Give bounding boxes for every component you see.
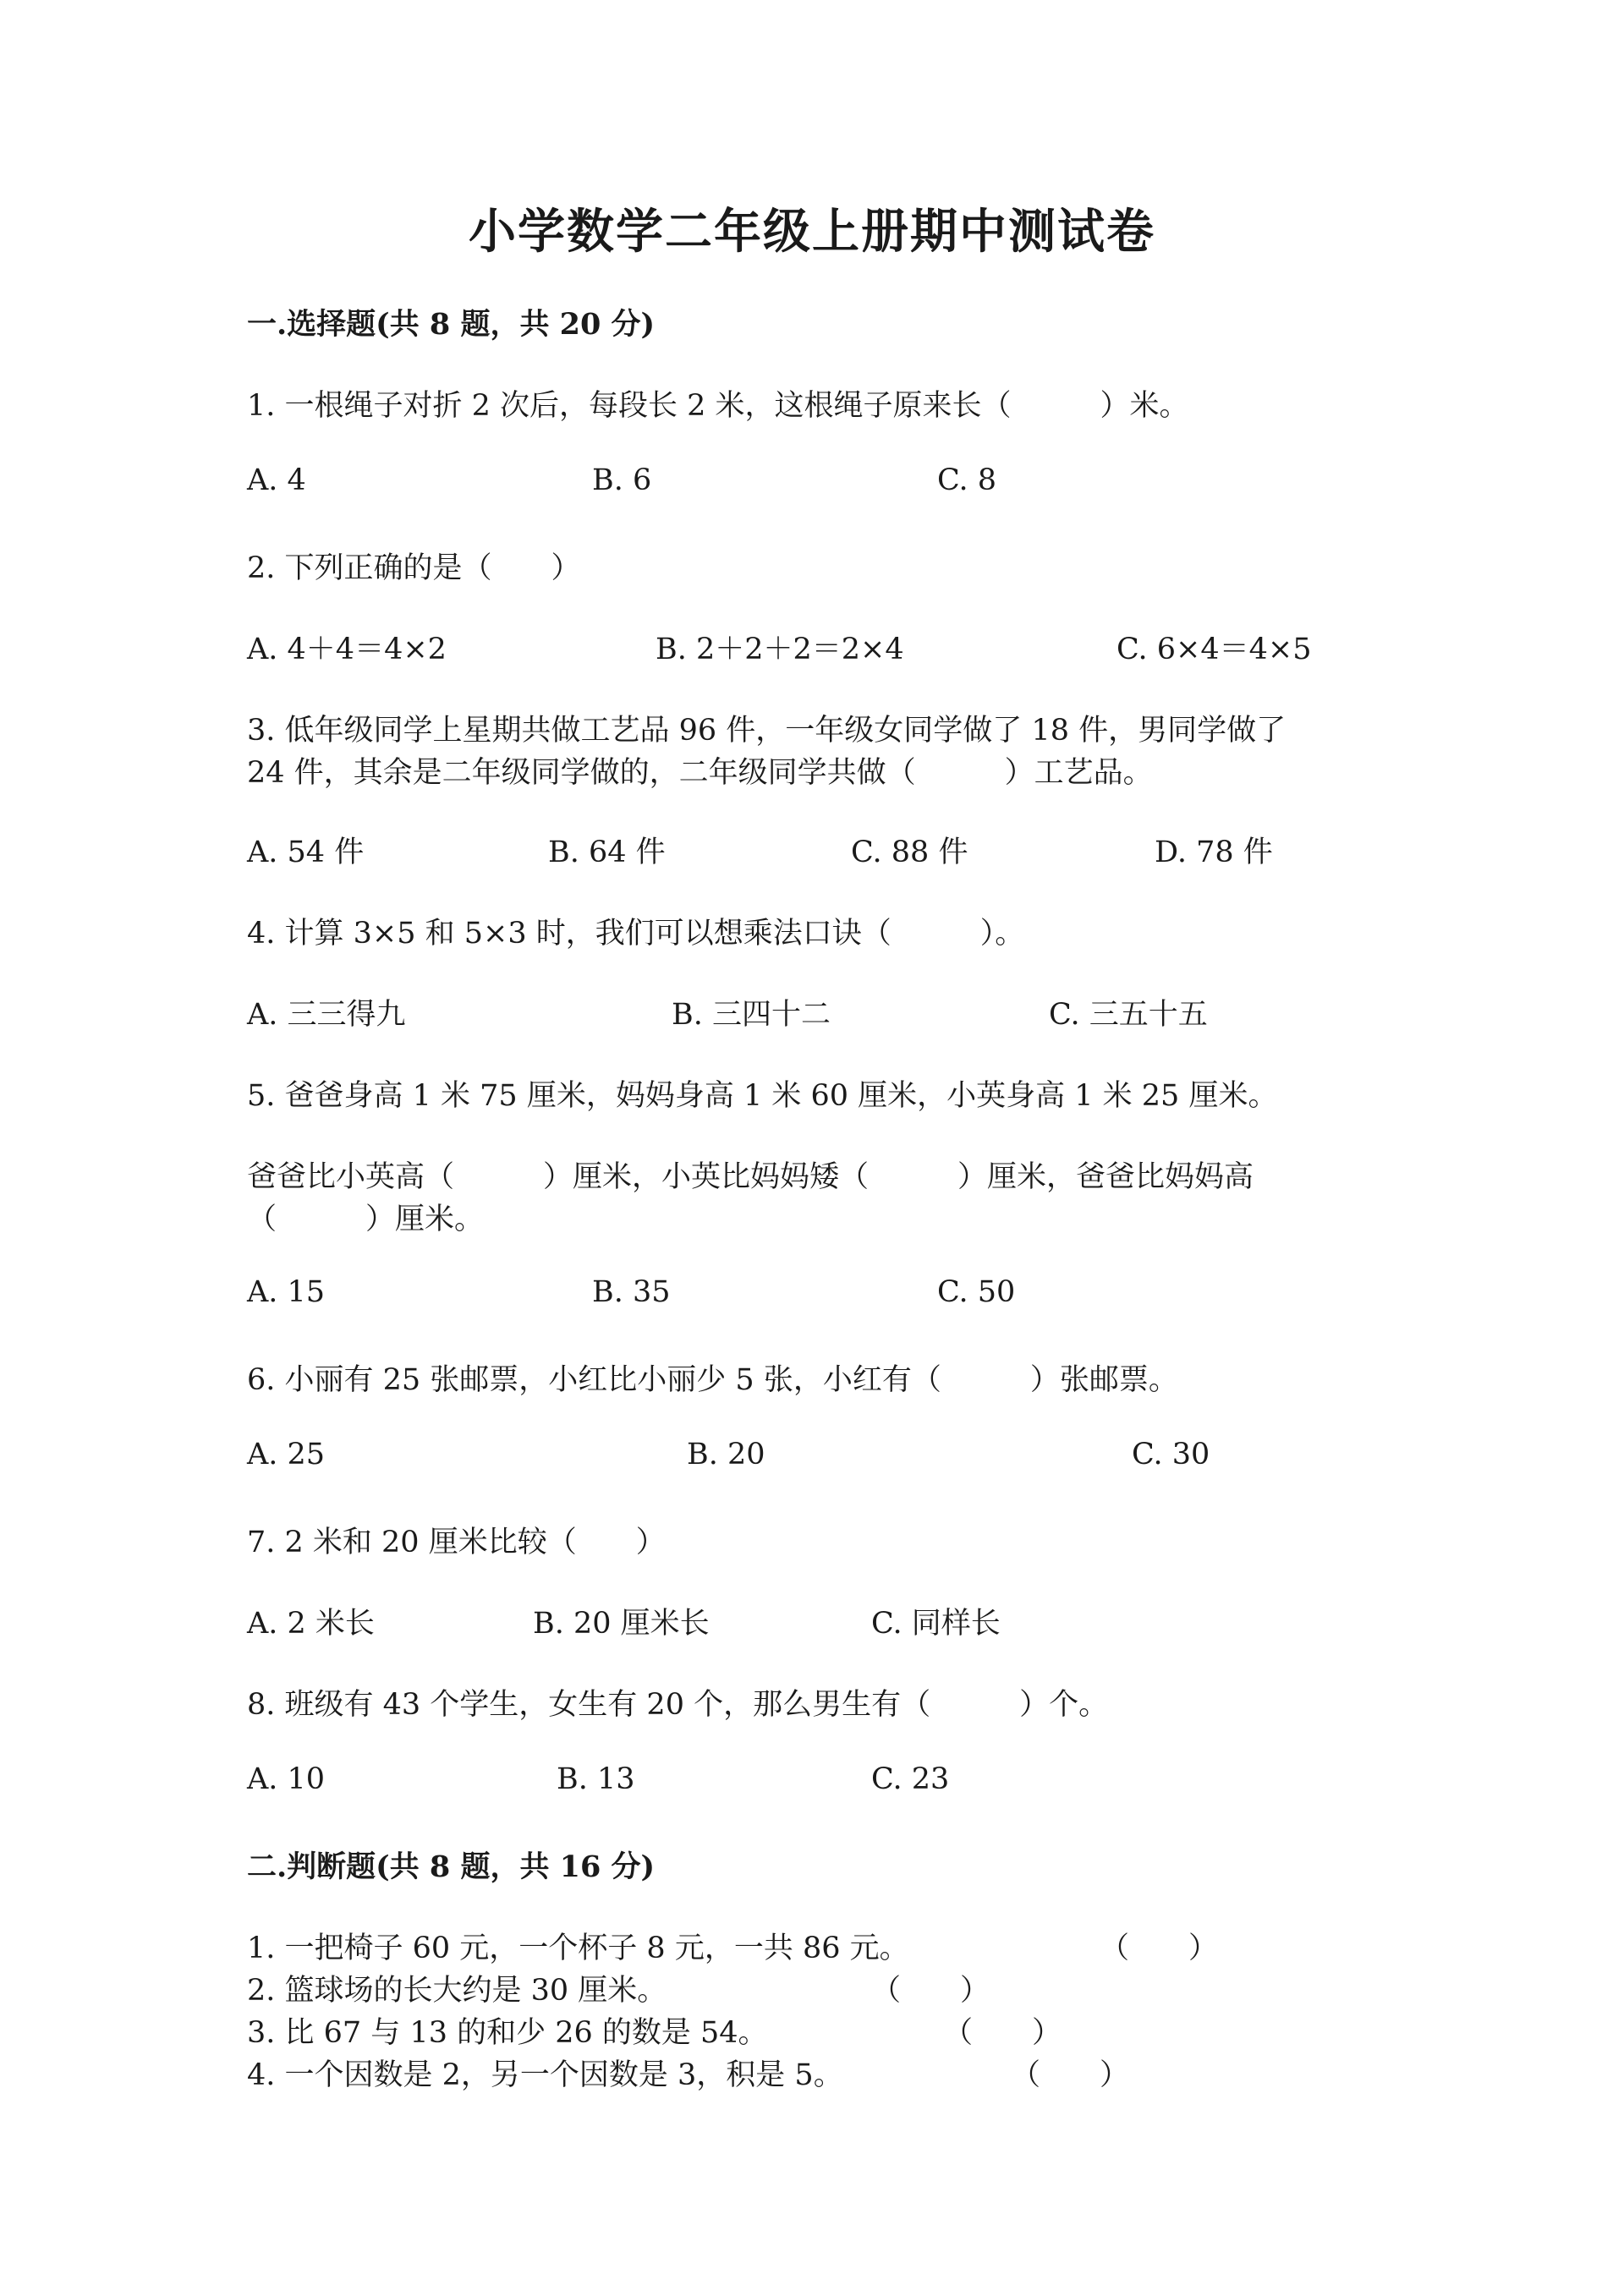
section-heading-judge: 二.判断题(共 8 题，共 16 分) — [247, 1849, 656, 1884]
question-8-text: 8. 班级有 43 个学生，女生有 20 个，那么男生有（ ）个。 — [247, 1688, 1109, 1722]
question-3-option-a: A. 54 件 — [247, 836, 365, 869]
question-2-option-c: C. 6×4＝4×5 — [1116, 633, 1312, 666]
question-3-option-c: C. 88 件 — [851, 836, 968, 869]
judge-item-2-answer-blank: （ ） — [871, 1974, 990, 2008]
judge-item-4-text: 4. 一个因数是 2，另一个因数是 3，积是 5。 — [247, 2058, 843, 2092]
judge-item-3-text: 3. 比 67 与 13 的和少 26 的数是 54。 — [247, 2016, 768, 2050]
judge-item-1-text: 1. 一把椅子 60 元，一个杯子 8 元，一共 86 元。 — [247, 1932, 909, 1965]
question-5-text-line-1: 5. 爸爸身高 1 米 75 厘米，妈妈身高 1 米 60 厘米，小英身高 1 米 25 厘米。 — [247, 1079, 1278, 1113]
question-6-option-a: A. 25 — [247, 1438, 326, 1471]
question-1-text: 1. 一根绳子对折 2 次后，每段长 2 米，这根绳子原来长（ ）米。 — [247, 389, 1189, 423]
question-6-text: 6. 小丽有 25 张邮票，小红比小丽少 5 张，小红有（ ）张邮票。 — [247, 1363, 1178, 1397]
question-1-option-b: B. 6 — [592, 463, 652, 497]
question-8-option-b: B. 13 — [557, 1762, 635, 1796]
question-1-option-a: A. 4 — [247, 463, 306, 497]
question-5-option-c: C. 50 — [937, 1275, 1016, 1309]
question-6-option-b: B. 20 — [687, 1438, 765, 1471]
judge-item-4-answer-blank: （ ） — [1011, 2058, 1130, 2092]
question-8-option-a: A. 10 — [247, 1762, 326, 1796]
judge-item-3-answer-blank: （ ） — [943, 2016, 1062, 2050]
question-1-option-c: C. 8 — [937, 463, 997, 497]
question-5-text-line-2: 爸爸比小英高（ ）厘米，小英比妈妈矮（ ）厘米，爸爸比妈妈高 — [247, 1160, 1254, 1194]
question-4-option-a: A. 三三得九 — [247, 998, 406, 1032]
question-2-option-a: A. 4＋4＝4×2 — [247, 633, 447, 666]
question-3-text-line-2: 24 件，其余是二年级同学做的，二年级同学共做（ ）工艺品。 — [247, 756, 1153, 790]
question-2-text: 2. 下列正确的是（ ） — [247, 551, 581, 585]
question-6-option-c: C. 30 — [1132, 1438, 1210, 1471]
question-2-option-b: B. 2＋2＋2＝2×4 — [656, 633, 904, 666]
question-5-option-b: B. 35 — [592, 1275, 671, 1309]
question-4-text: 4. 计算 3×5 和 5×3 时，我们可以想乘法口诀（ ）。 — [247, 917, 1025, 951]
question-5-option-a: A. 15 — [247, 1275, 326, 1309]
question-8-option-c: C. 23 — [871, 1762, 950, 1796]
judge-item-2-text: 2. 篮球场的长大约是 30 厘米。 — [247, 1974, 667, 2008]
question-7-text: 7. 2 米和 20 厘米比较（ ） — [247, 1526, 666, 1559]
question-7-option-a: A. 2 米长 — [247, 1607, 375, 1641]
question-3-option-d: D. 78 件 — [1155, 836, 1273, 869]
question-7-option-c: C. 同样长 — [871, 1607, 1001, 1641]
section-heading-choice: 一.选择题(共 8 题，共 20 分) — [247, 307, 656, 342]
question-3-text-line-1: 3. 低年级同学上星期共做工艺品 96 件，一年级女同学做了 18 件，男同学做了 — [247, 714, 1287, 748]
question-5-text-line-3: （ ）厘米。 — [247, 1203, 485, 1236]
page-title: 小学数学二年级上册期中测试卷 — [469, 204, 1155, 260]
question-4-option-b: B. 三四十二 — [672, 998, 831, 1032]
question-7-option-b: B. 20 厘米长 — [533, 1607, 710, 1641]
judge-item-1-answer-blank: （ ） — [1100, 1932, 1219, 1965]
question-3-option-b: B. 64 件 — [548, 836, 666, 869]
question-4-option-c: C. 三五十五 — [1049, 998, 1208, 1032]
